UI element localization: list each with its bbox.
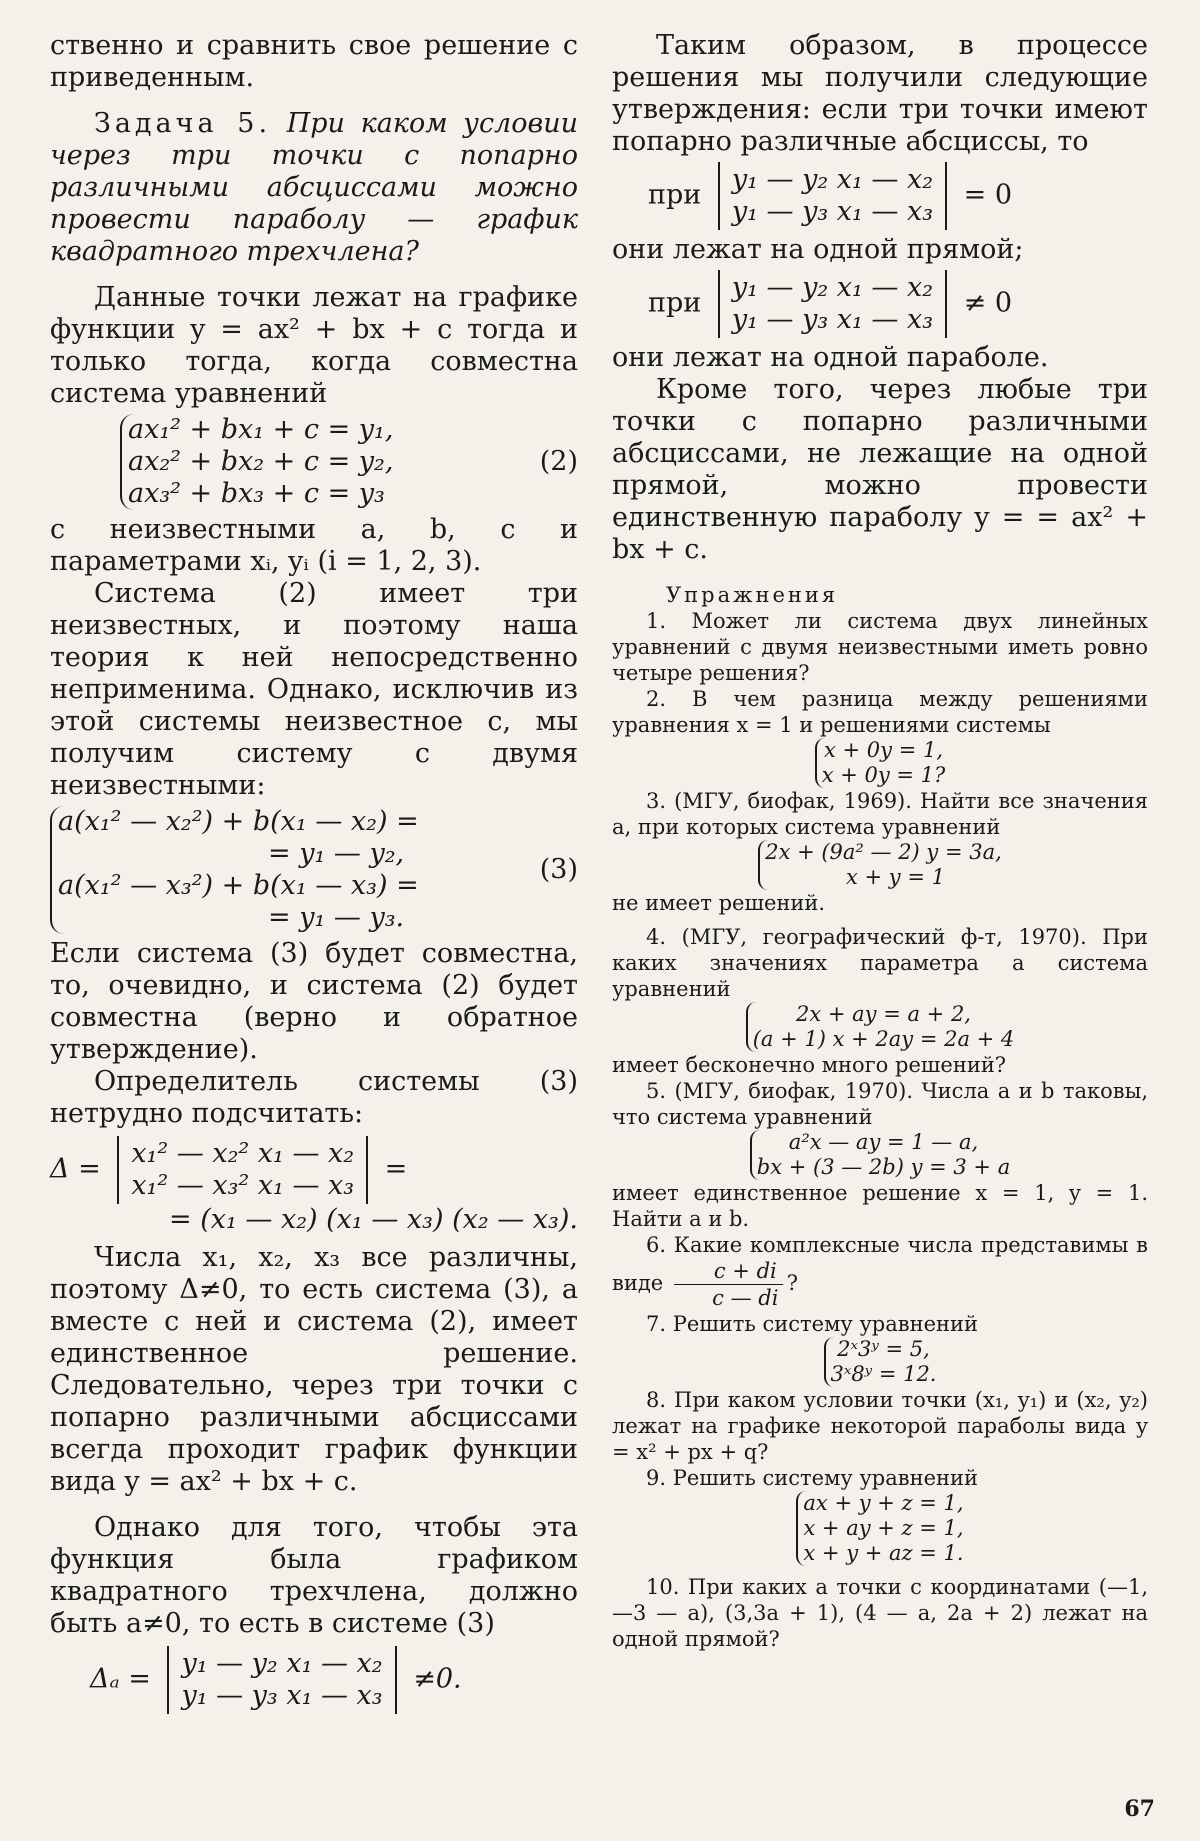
- equation: = y₁ — y₂,: [268, 838, 405, 869]
- paragraph: Кроме того, через любые три точки с попарно различными абсциссами, не лежащие на одной прямой, можно провести единственную параболу y = = ax² + bx + c.: [612, 374, 1148, 565]
- paragraph: Данные точки лежат на графике функции y = ax² + bx + c тогда и только тогда, когда совместна система уравнений: [50, 282, 578, 409]
- paragraph: Таким образом, в процессе решения мы получили следующие утверждения: если три точки имеют попарно различные абсциссы, то: [612, 30, 1148, 157]
- exercise-4: 4. (МГУ, географический ф-т, 1970). При каких значениях параметра a система уравнений: [612, 925, 1148, 1001]
- equation: a(x₁² — x₃²) + b(x₁ — x₃) =: [58, 870, 419, 901]
- system-3: [50, 806, 578, 934]
- pri-label: при: [648, 287, 702, 319]
- exercise-7-system: [612, 1337, 1148, 1387]
- equation: x + y + az = 1.: [803, 1541, 964, 1565]
- paragraph: Система (2) имеет три неизвестных, и поэтому наша теория к ней непосредственно неприменима. Однако, исключив из этой системы неизвестное c, мы получим систему с двумя неизвестными:: [50, 578, 578, 801]
- exercise-1: 1. Может ли система двух линейных уравнений с двумя неизвестными иметь ровно четыре решения?: [612, 609, 1148, 685]
- det-row: x₁² — x₃² x₁ — x₃: [131, 1170, 355, 1201]
- delta-a-rhs: ≠0.: [413, 1663, 462, 1695]
- equation: ax₁² + bx₁ + c = y₁,: [128, 414, 394, 445]
- exercise-5: 5. (МГУ, биофак, 1970). Числа a и b таковы, что система уравнений: [612, 1079, 1148, 1129]
- det-row: y₁ — y₃ x₁ — x₃: [731, 304, 934, 335]
- fraction: [674, 1258, 783, 1311]
- equation: 2x + ay = a + 2,: [796, 1002, 971, 1026]
- equation: ax + y + z = 1,: [803, 1491, 964, 1515]
- equation-number: (3): [539, 854, 578, 885]
- paragraph: Определитель системы (3) нетрудно подсчитать:: [50, 1066, 578, 1129]
- delta-a-formula: [90, 1646, 578, 1714]
- equation: 3ˣ8ʸ = 12.: [830, 1362, 937, 1386]
- exercise-3: 3. (МГУ, биофак, 1969). Найти все значения a, при которых система уравнений: [612, 789, 1148, 839]
- equation: (a + 1) x + 2ay = 2a + 4: [752, 1027, 1015, 1051]
- system-2: [120, 414, 578, 510]
- equation: bx + (3 — 2b) y = 3 + a: [756, 1155, 1011, 1179]
- equation: x + ay + z = 1,: [803, 1516, 964, 1540]
- equation: ax₃² + bx₃ + c = y₃: [128, 478, 385, 509]
- det-row: y₁ — y₃ x₁ — x₃: [731, 196, 934, 227]
- paragraph: с неизвестными a, b, c и параметрами xᵢ, yᵢ (i = 1, 2, 3).: [50, 514, 578, 577]
- exercise-5-tail: имеет единственное решение x = 1, y = 1. Найти a и b.: [612, 1181, 1148, 1231]
- determinant: [718, 270, 947, 338]
- exercise-3-tail: не имеет решений.: [612, 891, 826, 915]
- page-number: 67: [1124, 1796, 1155, 1822]
- right-column: [612, 30, 1148, 1652]
- exercises-title: Упражнения: [666, 583, 839, 607]
- exercise-6: [612, 1232, 1148, 1311]
- exercise-3-system: [612, 840, 1148, 890]
- equals-zero: = 0: [963, 179, 1013, 211]
- exercise-10: 10. При каких a точки с координатами (—1, —3 — a), (3,3a + 1), (4 — a, 2a + 2) лежат на одной прямой?: [612, 1575, 1148, 1651]
- pri-label: при: [648, 179, 702, 211]
- condition-line: [648, 162, 1148, 230]
- exercise-4-tail: имеет бесконечно много решений?: [612, 1053, 1007, 1077]
- denominator: c — di: [712, 1286, 779, 1310]
- paragraph: ственно и сравнить свое решение с приведенным.: [50, 30, 578, 93]
- det-row: y₁ — y₂ x₁ — x₂: [731, 164, 934, 195]
- exercise-2-system: [612, 738, 1148, 788]
- equation: 2ˣ3ʸ = 5,: [837, 1337, 930, 1361]
- delta-formula: [50, 1136, 578, 1236]
- equation: a²x — ay = 1 — a,: [788, 1130, 979, 1154]
- equation: x + y = 1: [846, 865, 945, 889]
- equation: ax₂² + bx₂ + c = y₂,: [128, 446, 394, 477]
- delta-eq: =: [384, 1153, 408, 1185]
- paragraph: они лежат на одной прямой;: [612, 234, 1024, 265]
- exercise-7: 7. Решить систему уравнений: [646, 1312, 979, 1336]
- not-equals-zero: ≠ 0: [963, 287, 1013, 319]
- det-row: y₁ — y₂ x₁ — x₂: [731, 272, 934, 303]
- delta-a-lhs: Δₐ =: [90, 1663, 151, 1695]
- condition-parabola: [648, 270, 1148, 338]
- delta-lhs: Δ =: [50, 1153, 101, 1185]
- equation: = y₁ — y₃.: [268, 902, 405, 933]
- determinant: [718, 162, 947, 230]
- determinant: [167, 1646, 396, 1714]
- exercise-4-system: [612, 1002, 1148, 1052]
- det-row: y₁ — y₂ x₁ — x₂: [181, 1648, 383, 1679]
- paragraph: Если система (3) будет совместна, то, очевидно, и система (2) будет совместна (верно и обратное утверждение).: [50, 938, 578, 1065]
- delta-result: = (x₁ — x₂) (x₁ — x₃) (x₂ — x₃).: [169, 1204, 578, 1235]
- numerator: c + di: [674, 1258, 783, 1285]
- paragraph: они лежат на одной параболе.: [612, 342, 1049, 373]
- question-mark: ?: [786, 1271, 799, 1295]
- exercise-5-system: [612, 1130, 1148, 1180]
- paragraph: Числа x₁, x₂, x₃ все различны, поэтому Δ≠0, то есть система (3), а вместе с ней и система (2), имеет единственное решение. Следовательно, через три точки с попарно различными абсциссами всегда проходит график функции вида y = ax² + bx + c.: [50, 1242, 578, 1497]
- equation: x + 0y = 1,: [824, 738, 943, 762]
- equation: a(x₁² — x₂²) + b(x₁ — x₂) =: [58, 806, 419, 837]
- determinant: [117, 1136, 368, 1204]
- task-5: [50, 108, 578, 268]
- exercise-8: 8. При каком условии точки (x₁, y₁) и (x₂, y₂) лежат на графике некоторой параболы вида y = x² + px + q?: [612, 1388, 1148, 1464]
- det-row: y₁ — y₃ x₁ — x₃: [181, 1680, 383, 1711]
- paragraph: Однако для того, чтобы эта функция была графиком квадратного трехчлена, должно быть a≠0, то есть в системе (3): [50, 1512, 578, 1639]
- exercise-9-system: [612, 1491, 1148, 1566]
- task-label: Задача 5.: [94, 108, 272, 139]
- left-column: [50, 30, 578, 1714]
- task-text: При каком условии через три точки с попарно различными абсциссами можно провести параболу — график квадратного трехчлена?: [50, 108, 578, 267]
- equation: x + 0y = 1?: [821, 763, 946, 787]
- exercise-9: 9. Решить систему уравнений: [646, 1466, 979, 1490]
- det-row: x₁² — x₂² x₁ — x₂: [131, 1138, 355, 1169]
- exercise-6-text: 6. Какие комплексные числа представимы в виде: [612, 1233, 1148, 1295]
- equation: 2x + (9a² — 2) y = 3a,: [765, 840, 1002, 864]
- exercise-2: 2. В чем разница между решениями уравнения x = 1 и решениями системы: [612, 687, 1148, 737]
- equation-number: (2): [539, 446, 578, 477]
